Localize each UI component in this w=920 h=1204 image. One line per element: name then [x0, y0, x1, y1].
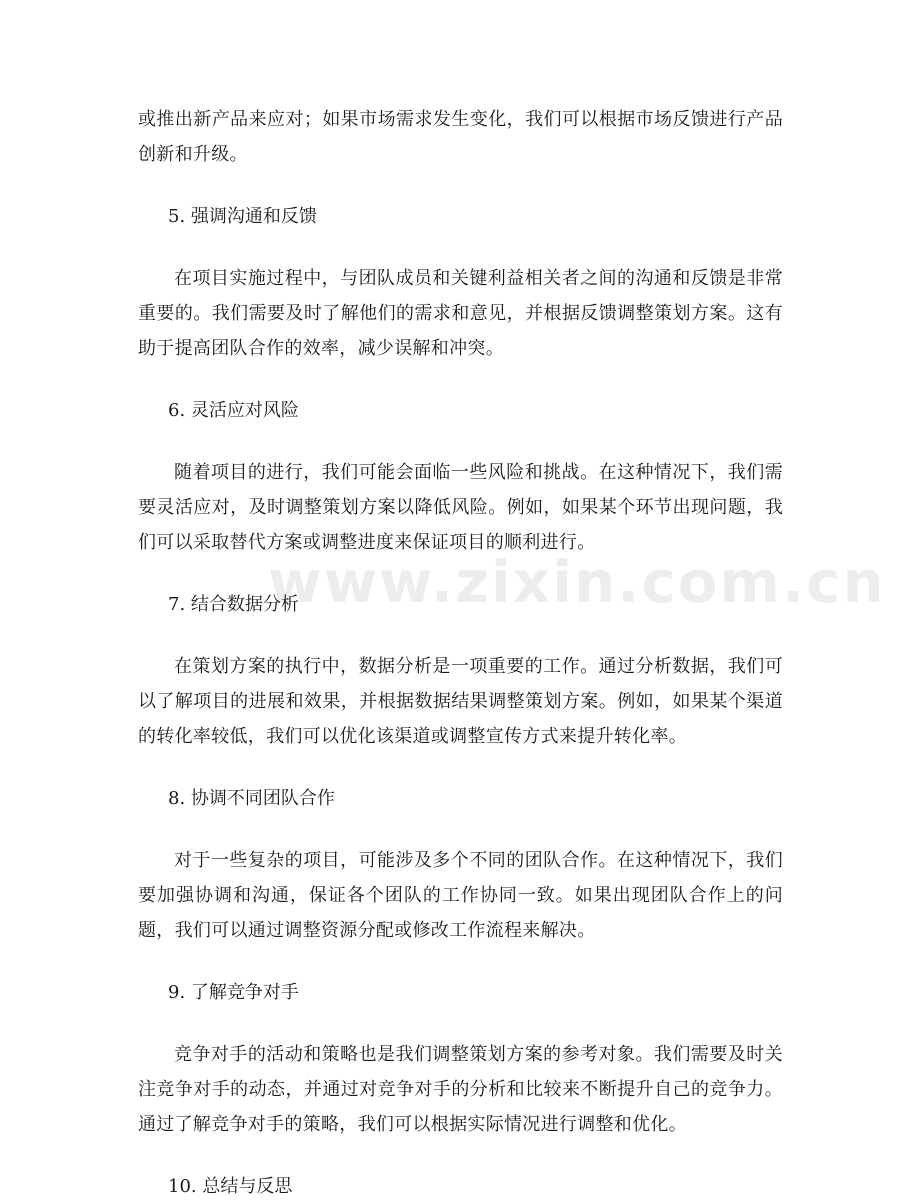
continuation-paragraph: 或推出新产品来应对；如果市场需求发生变化，我们可以根据市场反馈进行产品创新和升级。 [138, 109, 783, 165]
section-heading-6: 6. 灵活应对风险 [168, 400, 299, 421]
section-heading-10: 10. 总结与反思 [168, 1176, 293, 1197]
section-body-9: 竞争对手的活动和策略也是我们调整策划方案的参考对象。我们需要及时关注竞争对手的动态，并通过对竞争对手的分析和比较来不断提升自己的竞争力。通过了解竞争对手的策略，我们可以根据实际情况进行调整和优化。 [138, 1044, 783, 1135]
section-body-5: 在项目实施过程中，与团队成员和关键利益相关者之间的沟通和反馈是非常重要的。我们需要及时了解他们的需求和意见，并根据反馈调整策划方案。这有助于提高团队合作的效率，减少误解和冲突。 [138, 268, 783, 359]
watermark: www.zixin.com.cn [268, 548, 886, 616]
section-body-6: 随着项目的进行，我们可能会面临一些风险和挑战。在这种情况下，我们需要灵活应对，及时调整策划方案以降低风险。例如，如果某个环节出现问题，我们可以采取替代方案或调整进度来保证项目的顺利进行。 [138, 462, 783, 553]
section-heading-5: 5. 强调沟通和反馈 [168, 206, 317, 227]
section-heading-8: 8. 协调不同团队合作 [168, 788, 335, 809]
document-content [138, 102, 783, 1204]
section-body-7: 在策划方案的执行中，数据分析是一项重要的工作。通过分析数据，我们可以了解项目的进展和效果，并根据数据结果调整策划方案。例如，如果某个渠道的转化率较低，我们可以优化该渠道或调整宣传方式来提升转化率。 [138, 656, 783, 747]
section-heading-9: 9. 了解竞争对手 [168, 982, 299, 1003]
section-heading-7: 7. 结合数据分析 [168, 594, 299, 615]
section-body-8: 对于一些复杂的项目，可能涉及多个不同的团队合作。在这种情况下，我们要加强协调和沟通，保证各个团队的工作协同一致。如果出现团队合作上的问题，我们可以通过调整资源分配或修改工作流程来解决。 [138, 850, 783, 941]
